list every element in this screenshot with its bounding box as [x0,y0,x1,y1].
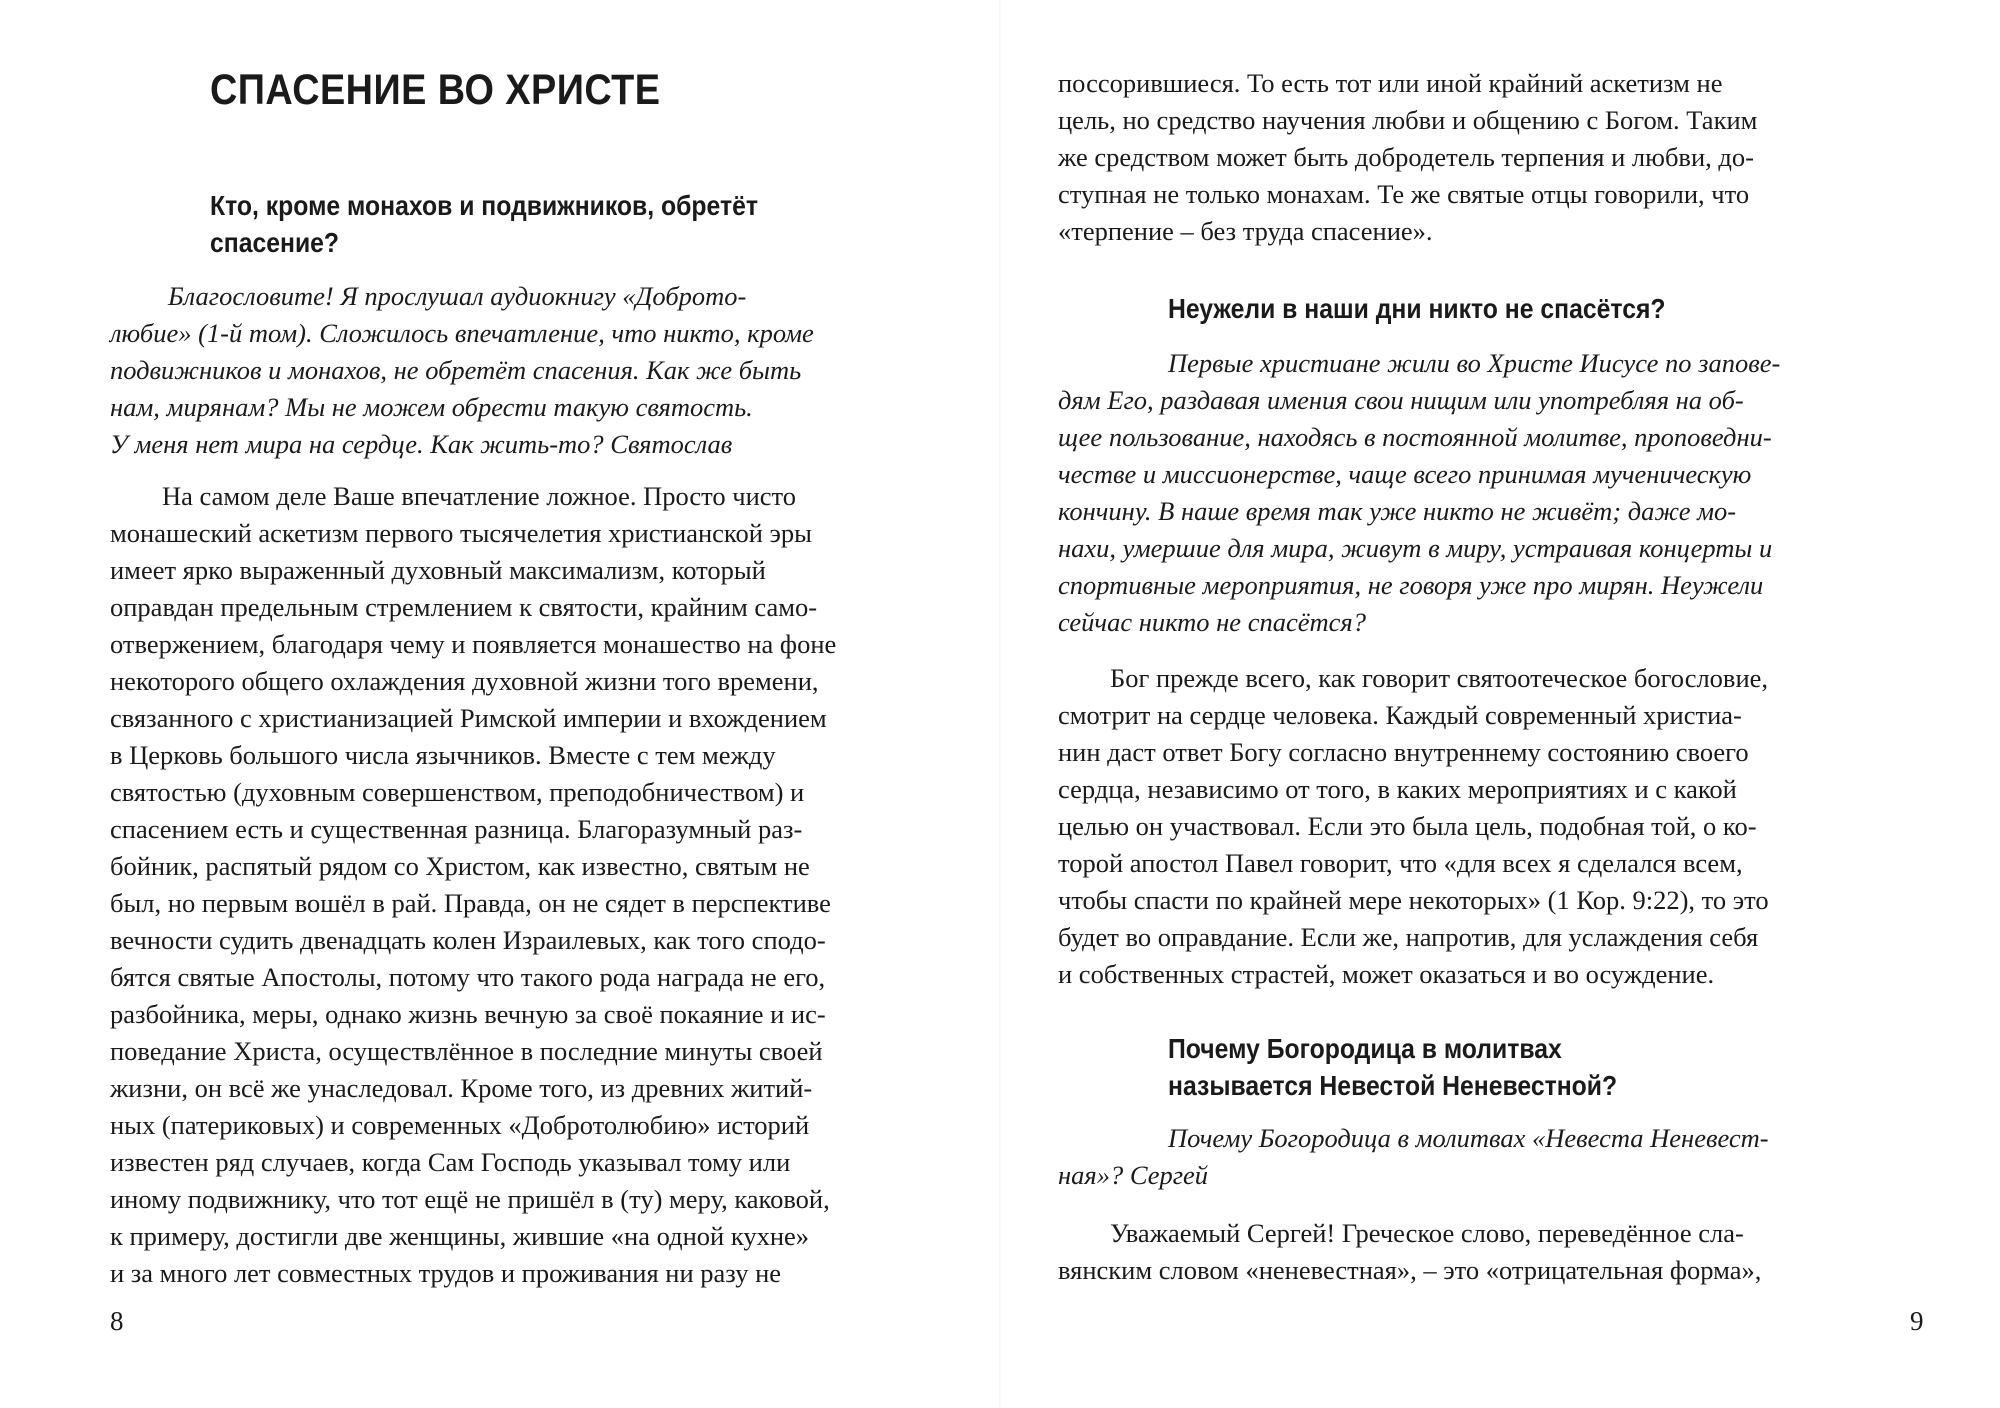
question-line: Первые христиане жили во Христе Иисусе по запове- [1168,348,1781,378]
question-line: спортивные мероприятия, не говоря уже про мирян. Неужели [1058,570,1764,600]
answer-line: бойник, распятый рядом со Христом, как известно, святым не [110,851,810,881]
continuation-line: же средством может быть добродетель терпения и любви, до- [1058,142,1754,172]
continuation-line: поссорившиеся. То есть тот или иной крайний аскетизм не [1058,68,1723,98]
section1-answer [110,478,938,1292]
question-line: нахи, умершие для мира, живут в миру, устраивая концерты и [1058,533,1773,563]
section3-heading-text [1168,1030,1814,1104]
question-line: дям Его, раздавая имения свои нищим или употребляя на об- [1058,385,1744,415]
answer-line: известен ряд случаев, когда Сам Господь указывал тому или [110,1147,791,1177]
section1-heading [110,187,938,261]
continuation-line: цель, но средство научения любви и общению с Богом. Таким [1058,105,1758,135]
section1-heading-line-1: Кто, кроме монахов и подвижников, обретёт [210,190,759,221]
answer-line: был, но первым вошёл в рай. Правда, он не сядет в перспективе [110,888,831,918]
answer-line: ных (патериковых) и современных «Добротолюбию» историй [110,1110,810,1140]
section3-answer-text [1058,1215,1886,1289]
question-line: Почему Богородица в молитвах «Невеста Неневест- [1168,1123,1769,1153]
question-line: Благословите! Я прослушал аудиокнигу «Доброто- [168,281,747,311]
answer-line: нин даст ответ Богу согласно внутреннему состоянию своего [1058,737,1749,767]
answer-line: торой апостол Павел говорит, что «для всех я сделался всем, [1058,848,1743,878]
answer-line: бятся святые Апостолы, потому что такого рода награда не его, [110,962,826,992]
answer-line: сердца, независимо от того, в каких мероприятиях и с какой [1058,774,1737,804]
chapter-title: СПАСЕНИЕ ВО ХРИСТЕ [210,66,661,114]
answer-line: целью он участвовал. Если это была цель, подобная той, о ко- [1058,811,1757,841]
question-line: У меня нет мира на сердце. Как жить-то? Святослав [110,429,733,459]
section3-heading-line-2: называется Невестой Неневестной? [1168,1070,1618,1101]
question-line: подвижников и монахов, не обретёт спасения. Как же быть [110,355,802,385]
question-line: любие» (1-й том). Сложилось впечатление, что никто, кроме [110,318,814,348]
section1-heading-line-2: спасение? [210,227,340,258]
question-line: щее пользование, находясь в постоянной молитве, проповедни- [1058,422,1772,452]
section1-answer-text [110,478,938,1292]
answer-line: спасением есть и существенная разница. Благоразумный раз- [110,814,803,844]
page-number-left: 8 [110,1306,124,1336]
answer-line: в Церковь большого числа язычников. Вместе с тем между [110,740,776,770]
section1-question [110,278,938,463]
continuation-text [1058,65,1886,250]
continuation-line: ступная не только монахам. Те же святые отцы говорили, что [1058,179,1750,209]
section2-heading-line-1: Неужели в наши дни никто не спасётся? [1168,293,1666,324]
question-line: сейчас никто не спасётся? [1058,607,1366,637]
answer-line: будет во оправдание. Если же, напротив, для услаждения себя [1058,922,1759,952]
answer-line: жизни, он всё же унаследовал. Кроме того, из древних житий- [110,1073,813,1103]
question-line: кончину. В наше время так уже никто не живёт; даже мо- [1058,496,1737,526]
continuation-paragraph [1058,65,1886,250]
question-line: нам, мирянам? Мы не можем обрести такую святость. [110,392,753,422]
answer-line: Бог прежде всего, как говорит святоотеческое богословие, [1110,663,1769,693]
question-line: честве и миссионерстве, чаще всего принимая мученическую [1058,459,1752,489]
section2-answer [1058,660,1886,993]
section3-answer [1058,1215,1886,1289]
section3-question [1058,1120,1886,1194]
continuation-line: «терпение – без труда спасение». [1058,216,1433,246]
answer-line: к примеру, достигли две женщины, жившие «на одной кухне» [110,1221,810,1251]
answer-line: и собственных страстей, может оказаться и во осуждение. [1058,959,1715,989]
answer-line: разбойника, меры, однако жизнь вечную за своё покаяние и ис- [110,999,826,1029]
answer-line: связанного с христианизацией Римской империи и вхождением [110,703,827,733]
answer-line: иному подвижнику, что тот ещё не пришёл в (ту) меру, каковой, [110,1184,830,1214]
section2-heading-text [1168,290,1814,327]
section2-question [1058,345,1886,641]
answer-line: чтобы спасти по крайней мере некоторых» (1 Кор. 9:22), то это [1058,885,1769,915]
answer-line: некоторого общего охлаждения духовной жизни того времени, [110,666,819,696]
answer-line: смотрит на сердце человека. Каждый современный христиа- [1058,700,1742,730]
answer-line: Уважаемый Сергей! Греческое слово, переведённое сла- [1110,1218,1744,1248]
right-page [1000,0,2000,1408]
section1-question-text [110,278,938,463]
answer-line: На самом деле Ваше впечатление ложное. Просто чисто [162,481,797,511]
answer-line: вянским словом «неневестная», – это «отрицательная форма», [1058,1255,1762,1285]
page-number-right: 9 [1910,1306,1924,1336]
answer-line: святостью (духовным совершенством, преподобничеством) и [110,777,805,807]
section2-heading [1058,290,1886,327]
answer-line: оправдан предельным стремлением к святости, крайним само- [110,592,818,622]
answer-line: имеет ярко выраженный духовный максимализм, который [110,555,766,585]
answer-line: вечности судить двенадцать колен Израилевых, как того сподо- [110,925,826,955]
section1-heading-text [210,187,865,261]
question-line: ная»? Сергей [1058,1160,1209,1190]
answer-line: отвержением, благодаря чему и появляется монашество на фоне [110,629,837,659]
answer-line: монашеский аскетизм первого тысячелетия христианской эры [110,518,812,548]
answer-line: поведание Христа, осуществлённое в последние минуты своей [110,1036,823,1066]
section3-heading-line-1: Почему Богородица в молитвах [1168,1033,1562,1064]
section2-answer-text [1058,660,1886,993]
answer-line: и за много лет совместных трудов и проживания ни разу не [110,1258,782,1288]
section3-heading [1058,1030,1886,1104]
section2-question-text [1058,345,1886,641]
section3-question-text [1058,1120,1886,1194]
